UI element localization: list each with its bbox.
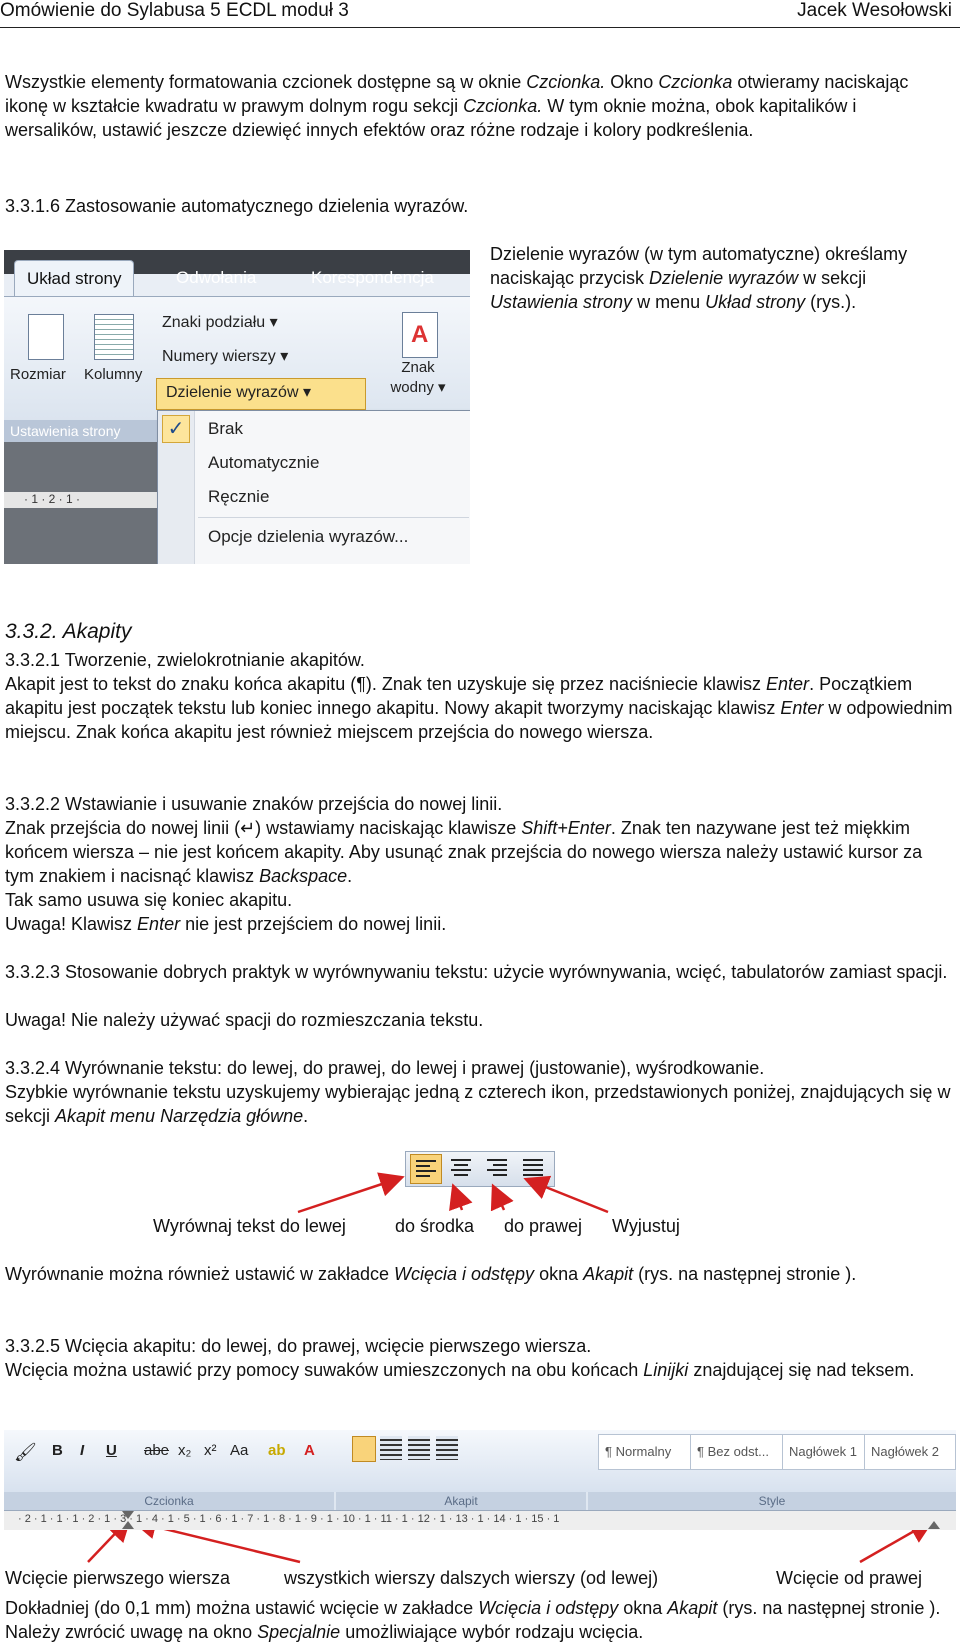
ribbon-align-left-icon[interactable] xyxy=(352,1436,376,1462)
italic-button[interactable]: I xyxy=(80,1442,85,1459)
ribbon-justify-icon[interactable] xyxy=(436,1436,458,1460)
button-znak-wodny[interactable]: Znak wodny ▾ xyxy=(390,359,446,396)
menu-item-opcje[interactable]: Opcje dzielenia wyrazów... xyxy=(208,527,409,546)
font-color-icon[interactable]: A xyxy=(304,1442,315,1459)
label-wciecie-prawej: Wcięcie od prawej xyxy=(776,1568,923,1588)
heading-3322: 3.3.2.2 Wstawianie i usuwanie znaków przejścia do nowej linii. xyxy=(5,794,503,814)
header-author: Jacek Wesołowski xyxy=(797,0,952,21)
paragraph-koniec: Tak samo usuwa się koniec akapitu. xyxy=(5,890,293,910)
watermark-letter-icon: A xyxy=(411,321,429,348)
menu-separator xyxy=(198,517,469,518)
subscript-button[interactable]: x₂ xyxy=(178,1442,192,1459)
tab-korespondencja[interactable]: Korespondencja xyxy=(311,268,434,287)
tab-odwolania[interactable]: Odwołania xyxy=(176,268,257,287)
hyphenation-menu xyxy=(157,410,470,564)
button-numery-wierszy[interactable]: Numery wierszy ▾ xyxy=(162,348,289,365)
ruler-bar xyxy=(4,492,164,508)
group-ustawienia-strony: Ustawienia strony xyxy=(4,420,170,442)
page-size-icon[interactable] xyxy=(28,314,64,360)
heading-akapity: 3.3.2. Akapity xyxy=(5,620,132,643)
first-line-indent-marker[interactable] xyxy=(122,1511,134,1519)
hyphenation-screenshot xyxy=(4,250,470,564)
underline-button[interactable]: U xyxy=(106,1442,117,1459)
change-case-button[interactable]: Aa xyxy=(230,1442,249,1459)
label-do-prawej: do prawej xyxy=(504,1216,583,1236)
label-do-lewej: Wyrównaj tekst do lewej xyxy=(153,1216,346,1236)
highlight-icon[interactable]: ab xyxy=(268,1442,286,1459)
label-do-srodka: do środka xyxy=(395,1216,475,1236)
justify-icon[interactable] xyxy=(518,1154,548,1182)
heading-3316: 3.3.1.6 Zastosowanie automatycznego dzielenia wyrazów. xyxy=(5,196,469,216)
right-indent-marker[interactable] xyxy=(928,1521,940,1529)
bold-button[interactable]: B xyxy=(52,1442,63,1459)
columns-icon[interactable] xyxy=(94,314,134,360)
page-header xyxy=(0,0,960,26)
heading-3321: 3.3.2.1 Tworzenie, zwielokrotnianie akapitów. xyxy=(5,650,365,670)
heading-3325: 3.3.2.5 Wcięcia akapitu: do lewej, do prawej, wcięcie pierwszego wiersza. xyxy=(5,1336,592,1356)
superscript-button[interactable]: x² xyxy=(204,1442,217,1459)
paragraph-align-buttons xyxy=(352,1436,462,1466)
check-icon: ✓ xyxy=(162,415,190,443)
strikethrough-button[interactable]: abe xyxy=(144,1442,170,1459)
style-naglowek-1[interactable]: Nagłówek 1 xyxy=(782,1434,870,1470)
button-rozmiar[interactable]: Rozmiar xyxy=(10,366,66,383)
menu-item-brak[interactable]: Brak xyxy=(208,419,243,438)
button-dzielenie-wyrazow[interactable]: Dzielenie wyrazów ▾ xyxy=(166,384,311,401)
group-akapit: Akapit xyxy=(336,1492,586,1510)
paragraph-wciecia-okno: Wyrównanie można również ustawić w zakładce Wcięcia i odstępy okna Akapit (rys. na następnej stronie ). xyxy=(5,1264,857,1284)
align-left-icon[interactable] xyxy=(410,1154,442,1184)
menu-item-automatycznie[interactable]: Automatycznie xyxy=(208,453,320,472)
align-right-icon[interactable] xyxy=(482,1154,512,1182)
format-painter-icon[interactable]: 🖌 xyxy=(14,1442,37,1462)
style-naglowek-2[interactable]: Nagłówek 2 xyxy=(864,1434,956,1470)
paragraph-przejscie: Znak przejścia do nowej linii (↵) wstawiamy naciskając klawisze Shift+Enter. Znak ten nazywane jest też miękkim końcem wiersza – nie jest końcem akapity. Aby usunąć znak przejścia do nowego wiersza należy ustawić kursor za tym znakiem i nacisnąć klawisz Backspace. xyxy=(5,818,923,886)
heading-3323: 3.3.2.3 Stosowanie dobrych praktyk w wyrównywaniu tekstu: użycie wyrównywania, wcięć, tabulatorów zamiast spacji. xyxy=(5,962,948,982)
group-czcionka: Czcionka xyxy=(4,1492,334,1510)
ruler-screenshot xyxy=(4,1430,956,1530)
ribbon-align-right-icon[interactable] xyxy=(408,1436,430,1460)
ruler-area xyxy=(4,442,164,564)
button-kolumny[interactable]: Kolumny xyxy=(84,366,143,383)
paragraph-akapit: Akapit jest to tekst do znaku końca akapitu (¶). Znak ten uzyskuje się przez naciśniecie klawisz Enter. Początkiem akapitu jest początek tekstu lub koniec innego akapitu. Nowy akapit tworzymy naciskając klawisz Enter w odpowiednim miejscu. Znak końca akapitu jest również miejscem przejścia do nowego wiersza. xyxy=(5,674,953,742)
alignment-icons xyxy=(405,1151,555,1187)
header-title: Omówienie do Sylabusa 5 ECDL moduł 3 xyxy=(0,0,349,21)
label-wciecie-pierwszego: Wcięcie pierwszego wiersza xyxy=(5,1568,231,1588)
button-znaki-podzialu[interactable]: Znaki podziału ▾ xyxy=(162,314,278,331)
tab-uklad-strony[interactable]: Układ strony xyxy=(14,260,134,297)
watermark-icon[interactable] xyxy=(402,312,438,358)
horizontal-ruler[interactable] xyxy=(4,1510,956,1530)
header-rule xyxy=(0,27,960,28)
paragraph-uwaga-spacje: Uwaga! Nie należy używać spacji do rozmieszczania tekstu. xyxy=(5,1010,484,1030)
heading-3324: 3.3.2.4 Wyrównanie tekstu: do lewej, do prawej, do lewej i prawej (justowanie), wyśrodkowanie. xyxy=(5,1058,765,1078)
align-center-icon[interactable] xyxy=(446,1154,476,1182)
label-wciecie-dalszych: wszystkich wierszy dalszych wierszy (od lewej) xyxy=(284,1568,659,1588)
ruler-numbers: · 1 · 2 · 1 · xyxy=(24,492,81,506)
paragraph-czcionka: Wszystkie elementy formatowania czcionek dostępne są w oknie Czcionka. Okno Czcionka otwieramy naciskając ikonę w kształcie kwadratu w prawym dolnym rogu sekcji Czcionka. W tym oknie można, obok kapitalików i wersalików, ustawić jeszcze dziewięć innych efektów oraz różne rodzaje i kolory podkreślenia. xyxy=(5,72,909,140)
paragraph-suwaki: Wcięcia można ustawić przy pomocy suwaków umieszczonych na obu końcach Linijki znajdującej się nad teksem. xyxy=(5,1360,915,1380)
left-indent-marker[interactable] xyxy=(122,1521,134,1529)
label-wyjustuj: Wyjustuj xyxy=(612,1216,680,1236)
style-normalny[interactable]: ¶ Normalny xyxy=(598,1434,696,1470)
style-bez-odstepow[interactable]: ¶ Bez odst... xyxy=(690,1434,788,1470)
ruler-scale: · 2 · 1 · 1 · 1 · 2 · 1 · 3 · 1 · 4 · 1 · 5 · 1 · 6 · 1 · 7 · 1 · 8 · 1 · 9 · 1 · 10 · 1 · 11 · 1 · 12 · 1 · 13 · 1 · 14 · 1 · 15 · 1 xyxy=(18,1513,560,1525)
paragraph-dzielenie: Dzielenie wyrazów (w tym automatyczne) określamy naciskając przycisk Dzielenie wyrazów w sekcji Ustawienia strony w menu Układ strony (rys.). xyxy=(490,244,908,312)
paragraph-wyrownanie: Szybkie wyrównanie tekstu uzyskujemy wybierając jedną z czterech ikon, przedstawionych poniżej, znajdujących się w sekcji Akapit menu Narzędzia główne. xyxy=(5,1082,951,1126)
menu-item-recznie[interactable]: Ręcznie xyxy=(208,487,270,506)
paragraph-dokladniej: Dokładniej (do 0,1 mm) można ustawić wcięcie w zakładce Wcięcia i odstępy okna Akapit (rys. na następnej stronie ). Należy zwrócić uwagę na okno Specjalnie umożliwiające wybór rodzaju wcięcia. xyxy=(5,1598,941,1642)
group-style: Style xyxy=(588,1492,956,1510)
paragraph-uwaga-enter: Uwaga! Klawisz Enter nie jest przejściem do nowej linii. xyxy=(5,914,447,934)
ribbon-align-center-icon[interactable] xyxy=(380,1436,402,1460)
